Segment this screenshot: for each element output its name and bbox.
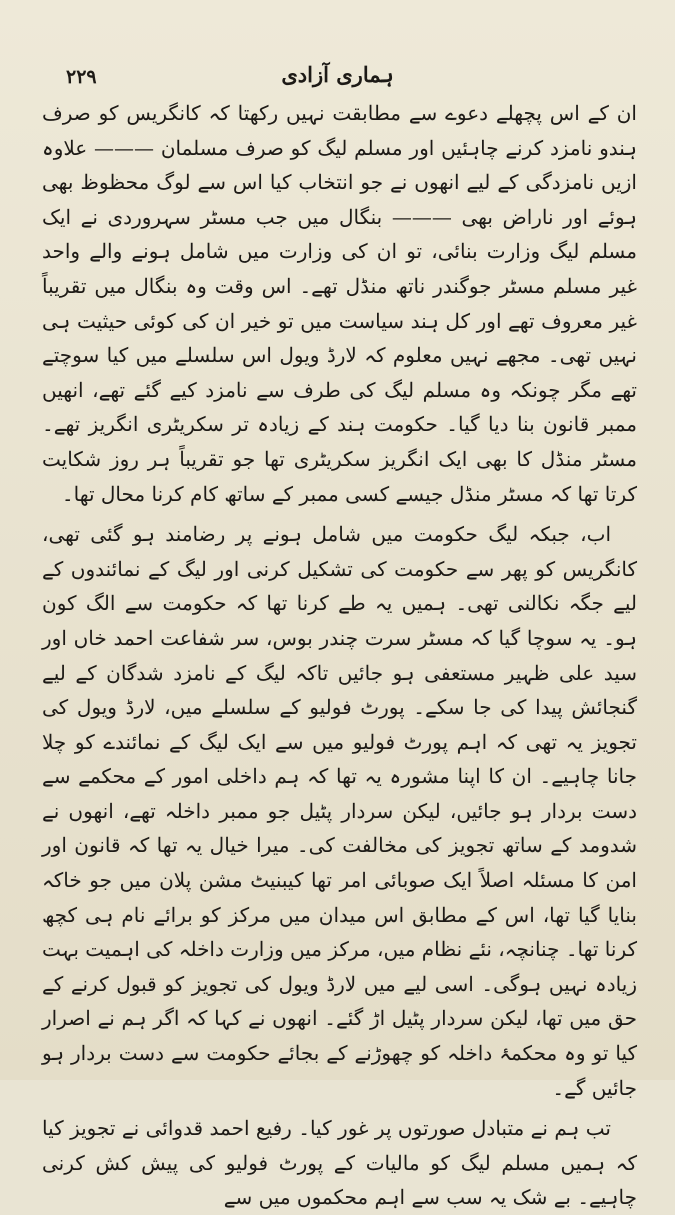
paragraph-3: تب ہم نے متبادل صورتوں پر غور کیا۔ رفیع احمد قدوائی نے تجویز کیا کہ ہمیں مسلم لیگ کو مالیات کے پورٹ فولیو کی پیش کش کرنی چاہیے۔ بے شک یہ سب سے اہم محکموں میں سے: [42, 1116, 637, 1210]
running-title: ہماری آزادی: [281, 62, 394, 87]
paragraph-2: اب، جبکہ لیگ حکومت میں شامل ہونے پر رضامند ہو گئی تھی، کانگریس کو پھر سے حکومت کی تشکیل کرنی اور لیگ کے نمائندوں کے لیے جگہ نکالنی تھی۔ ہمیں یہ طے کرنا تھا کہ حکومت سے الگ کون ہو۔ یہ سوچا گیا کہ مسٹر سرت چندر بوس، سر شفاعت احمد خاں اور سید علی ظہیر مستعفی ہو جائیں تاکہ لیگ کے نامزد شدگان کے لیے گنجائش پیدا کی جا سکے۔ پورٹ فولیو کے سلسلے میں، لارڈ ویول کی تجویز یہ تھی کہ اہم پورٹ فولیو میں سے ایک لیگ کے نمائندے کو چلا جانا چاہیے۔ ان کا اپنا مشورہ یہ تھا کہ ہم داخلی امور کے محکمے سے دست بردار ہو جائیں، لیکن سردار پٹیل جو ممبر داخلہ تھے، انھوں نے شدومد کے ساتھ تجویز کی مخالفت کی۔ میرا خیال یہ تھا کہ قانون اور امن کا مسئلہ اصلاً ایک صوبائی امر تھا کیبنیٹ مشن پلان میں جو خاکہ بنایا گیا تھا، اس کے مطابق اس میدان میں مرکز کو برائے نام ہی کچھ کرنا تھا۔ چنانچہ، نئے نظام میں، مرکز میں وزارت داخلہ کی اہمیت بہت زیادہ نہیں ہوگی۔ اسی لیے میں لارڈ ویول کی تجویز کو قبول کرنے کے حق میں تھا، لیکن سردار پٹیل اڑ گئے۔ انھوں نے کہا کہ اگر ہم نے اصرار کیا تو وہ محکمۂ داخلہ کو چھوڑنے کے بجائے حکومت سے دست بردار ہو جائیں گے۔: [42, 522, 637, 1100]
body-text: [42, 96, 637, 1215]
page-header: [48, 62, 627, 96]
page-number: ۲۲۹: [66, 66, 97, 88]
paragraph-1: ان کے اس پچھلے دعوے سے مطابقت نہیں رکھتا کہ کانگریس کو صرف ہندو نامزد کرنے چاہئیں اور مسلم لیگ کو صرف مسلمان ——— علاوہ ازیں نامزدگی کے لیے انھوں نے جو انتخاب کیا اس سے لوگ محظوظ بھی ہوئے اور ناراض بھی ——— بنگال میں جب مسٹر سہروردی نے ایک مسلم لیگ وزارت بنائی، تو ان کی وزارت میں شامل ہونے والے واحد غیر مسلم مسٹر جوگندر ناتھ منڈل تھے۔ اس وقت وہ بنگال میں تقریباً غیر معروف تھے اور کل ہند سیاست میں تو خیر ان کی کوئی حیثیت ہی نہیں تھی۔ مجھے نہیں معلوم کہ لارڈ ویول اس سلسلے میں کیا سوچتے تھے مگر چونکہ وہ مسلم لیگ کی طرف سے نامزد کیے گئے تھے، انھیں ممبر قانون بنا دیا گیا۔ حکومت ہند کے زیادہ تر سکریٹری انگریز تھے۔ مسٹر منڈل کا بھی ایک انگریز سکریٹری تھا جو تقریباً ہر روز شکایت کرتا تھا کہ مسٹر منڈل جیسے کسی ممبر کے ساتھ کام کرنا محال تھا۔: [42, 101, 637, 506]
